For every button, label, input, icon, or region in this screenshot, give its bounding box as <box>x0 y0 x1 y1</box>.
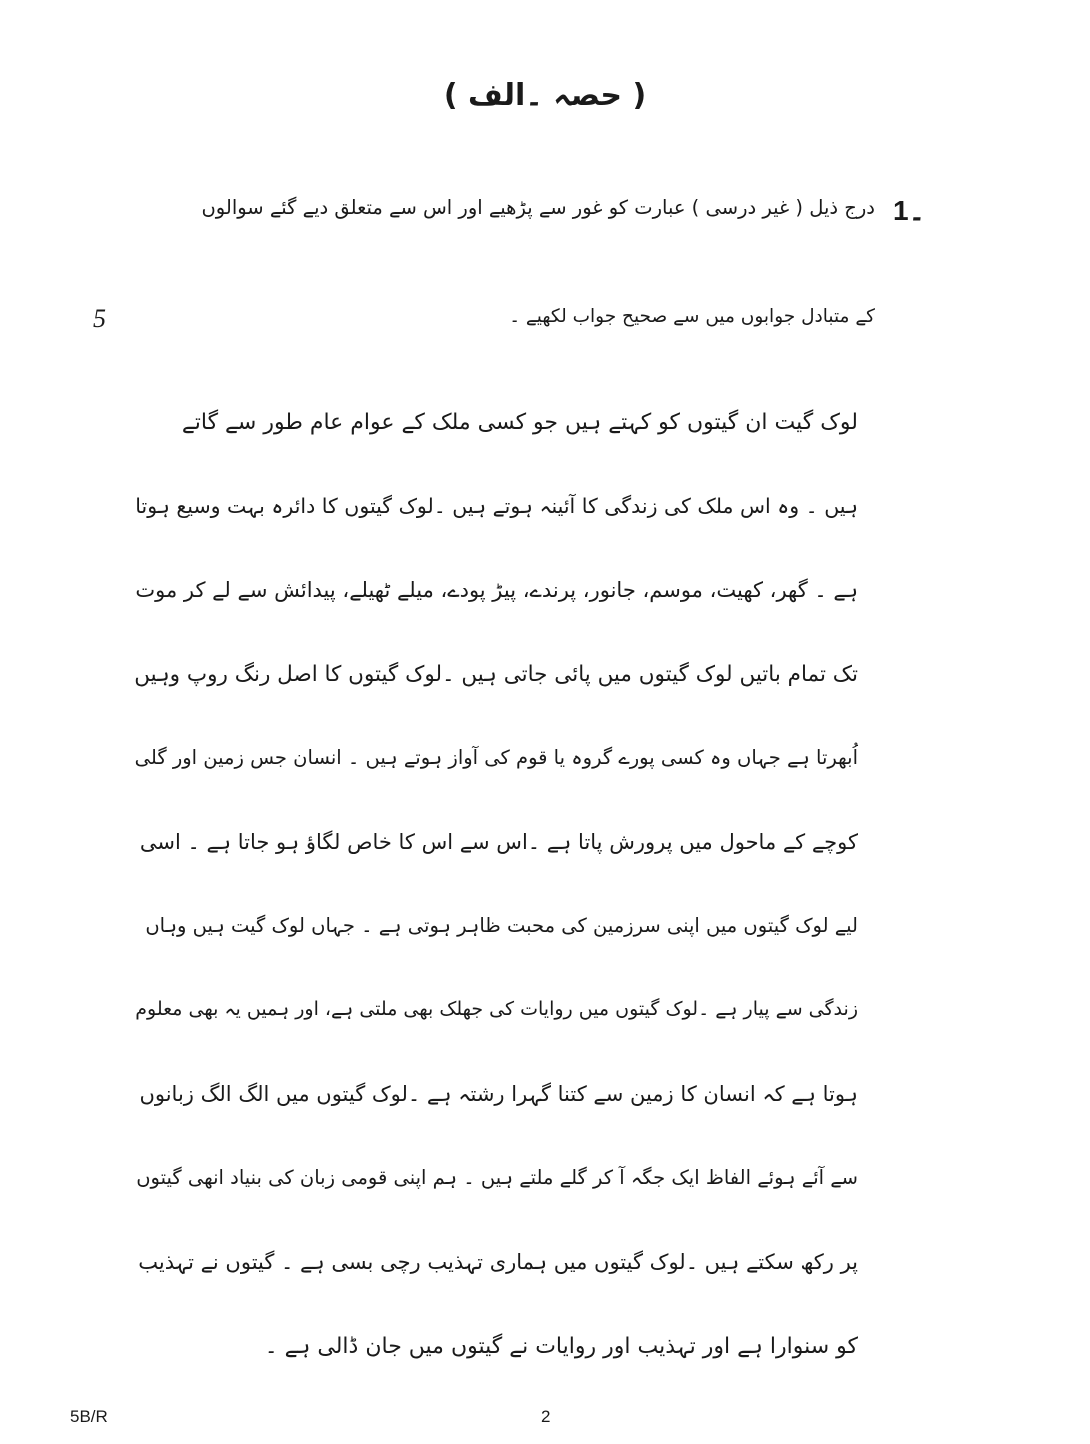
passage-line: ہے ۔ گھر، کھیت، موسم، جانور، پرندے، پیڑ پودے، میلے ٹھیلے، پیدائش سے لے کر موت <box>135 578 858 602</box>
question-instruction-line-2: کے متبادل جوابوں میں سے صحیح جواب لکھیے ۔ <box>509 306 875 327</box>
question-number: 1۔ <box>893 195 925 226</box>
passage-line: اُبھرتا ہے جہاں وہ کسی پورے گروہ یا قوم کی آواز ہوتے ہیں ۔ انسان جس زمین اور گلی <box>134 746 858 769</box>
question-instruction-line-1: درج ذیل ( غیر درسی ) عبارت کو غور سے پڑھیے اور اس سے متعلق دیے گئے سوالوں <box>201 196 875 219</box>
passage-line: سے آئے ہوئے الفاظ ایک جگہ آ کر گلے ملتے ہیں ۔ ہم اپنی قومی زبان کی بنیاد انھی گیتوں <box>136 1166 858 1189</box>
footer-code: 5B/R <box>70 1407 108 1426</box>
passage-line: کو سنوارا ہے اور تہذیب اور روایات نے گیتوں میں جان ڈالی ہے ۔ <box>264 1334 858 1359</box>
section-title: ( حصہ ۔الف ) <box>443 78 647 113</box>
passage-line: لوک گیت ان گیتوں کو کہتے ہیں جو کسی ملک کے عوام عام طور سے گاتے <box>181 410 858 435</box>
passage-line: کوچے کے ماحول میں پرورش پاتا ہے ۔اس سے اس کا خاص لگاؤ ہو جاتا ہے ۔ اسی <box>139 830 858 854</box>
passage-line: ہوتا ہے کہ انسان کا زمین سے کتنا گہرا رشتہ ہے ۔لوک گیتوں میں الگ الگ زبانوں <box>139 1082 858 1106</box>
passage-line: زندگی سے پیار ہے ۔لوک گیتوں میں روایات کی جھلک بھی ملتی ہے، اور ہمیں یہ بھی معلوم <box>135 998 858 1020</box>
page-number: 2 <box>541 1407 551 1426</box>
passage-line: تک تمام باتیں لوک گیتوں میں پائی جاتی ہیں ۔لوک گیتوں کا اصل رنگ روپ وہیں <box>134 662 858 687</box>
question-marks: 5 <box>93 304 106 333</box>
passage-line: ہیں ۔ وہ اس ملک کی زندگی کا آئینہ ہوتے ہیں ۔لوک گیتوں کا دائرہ بہت وسیع ہوتا <box>135 494 858 518</box>
passage-line: پر رکھ سکتے ہیں ۔لوک گیتوں میں ہماری تہذیب رچی بسی ہے ۔ گیتوں نے تہذیب <box>138 1250 858 1274</box>
passage-line: لیے لوک گیتوں میں اپنی سرزمین کی محبت ظاہر ہوتی ہے ۔ جہاں لوک گیت ہیں وہاں <box>145 914 858 937</box>
